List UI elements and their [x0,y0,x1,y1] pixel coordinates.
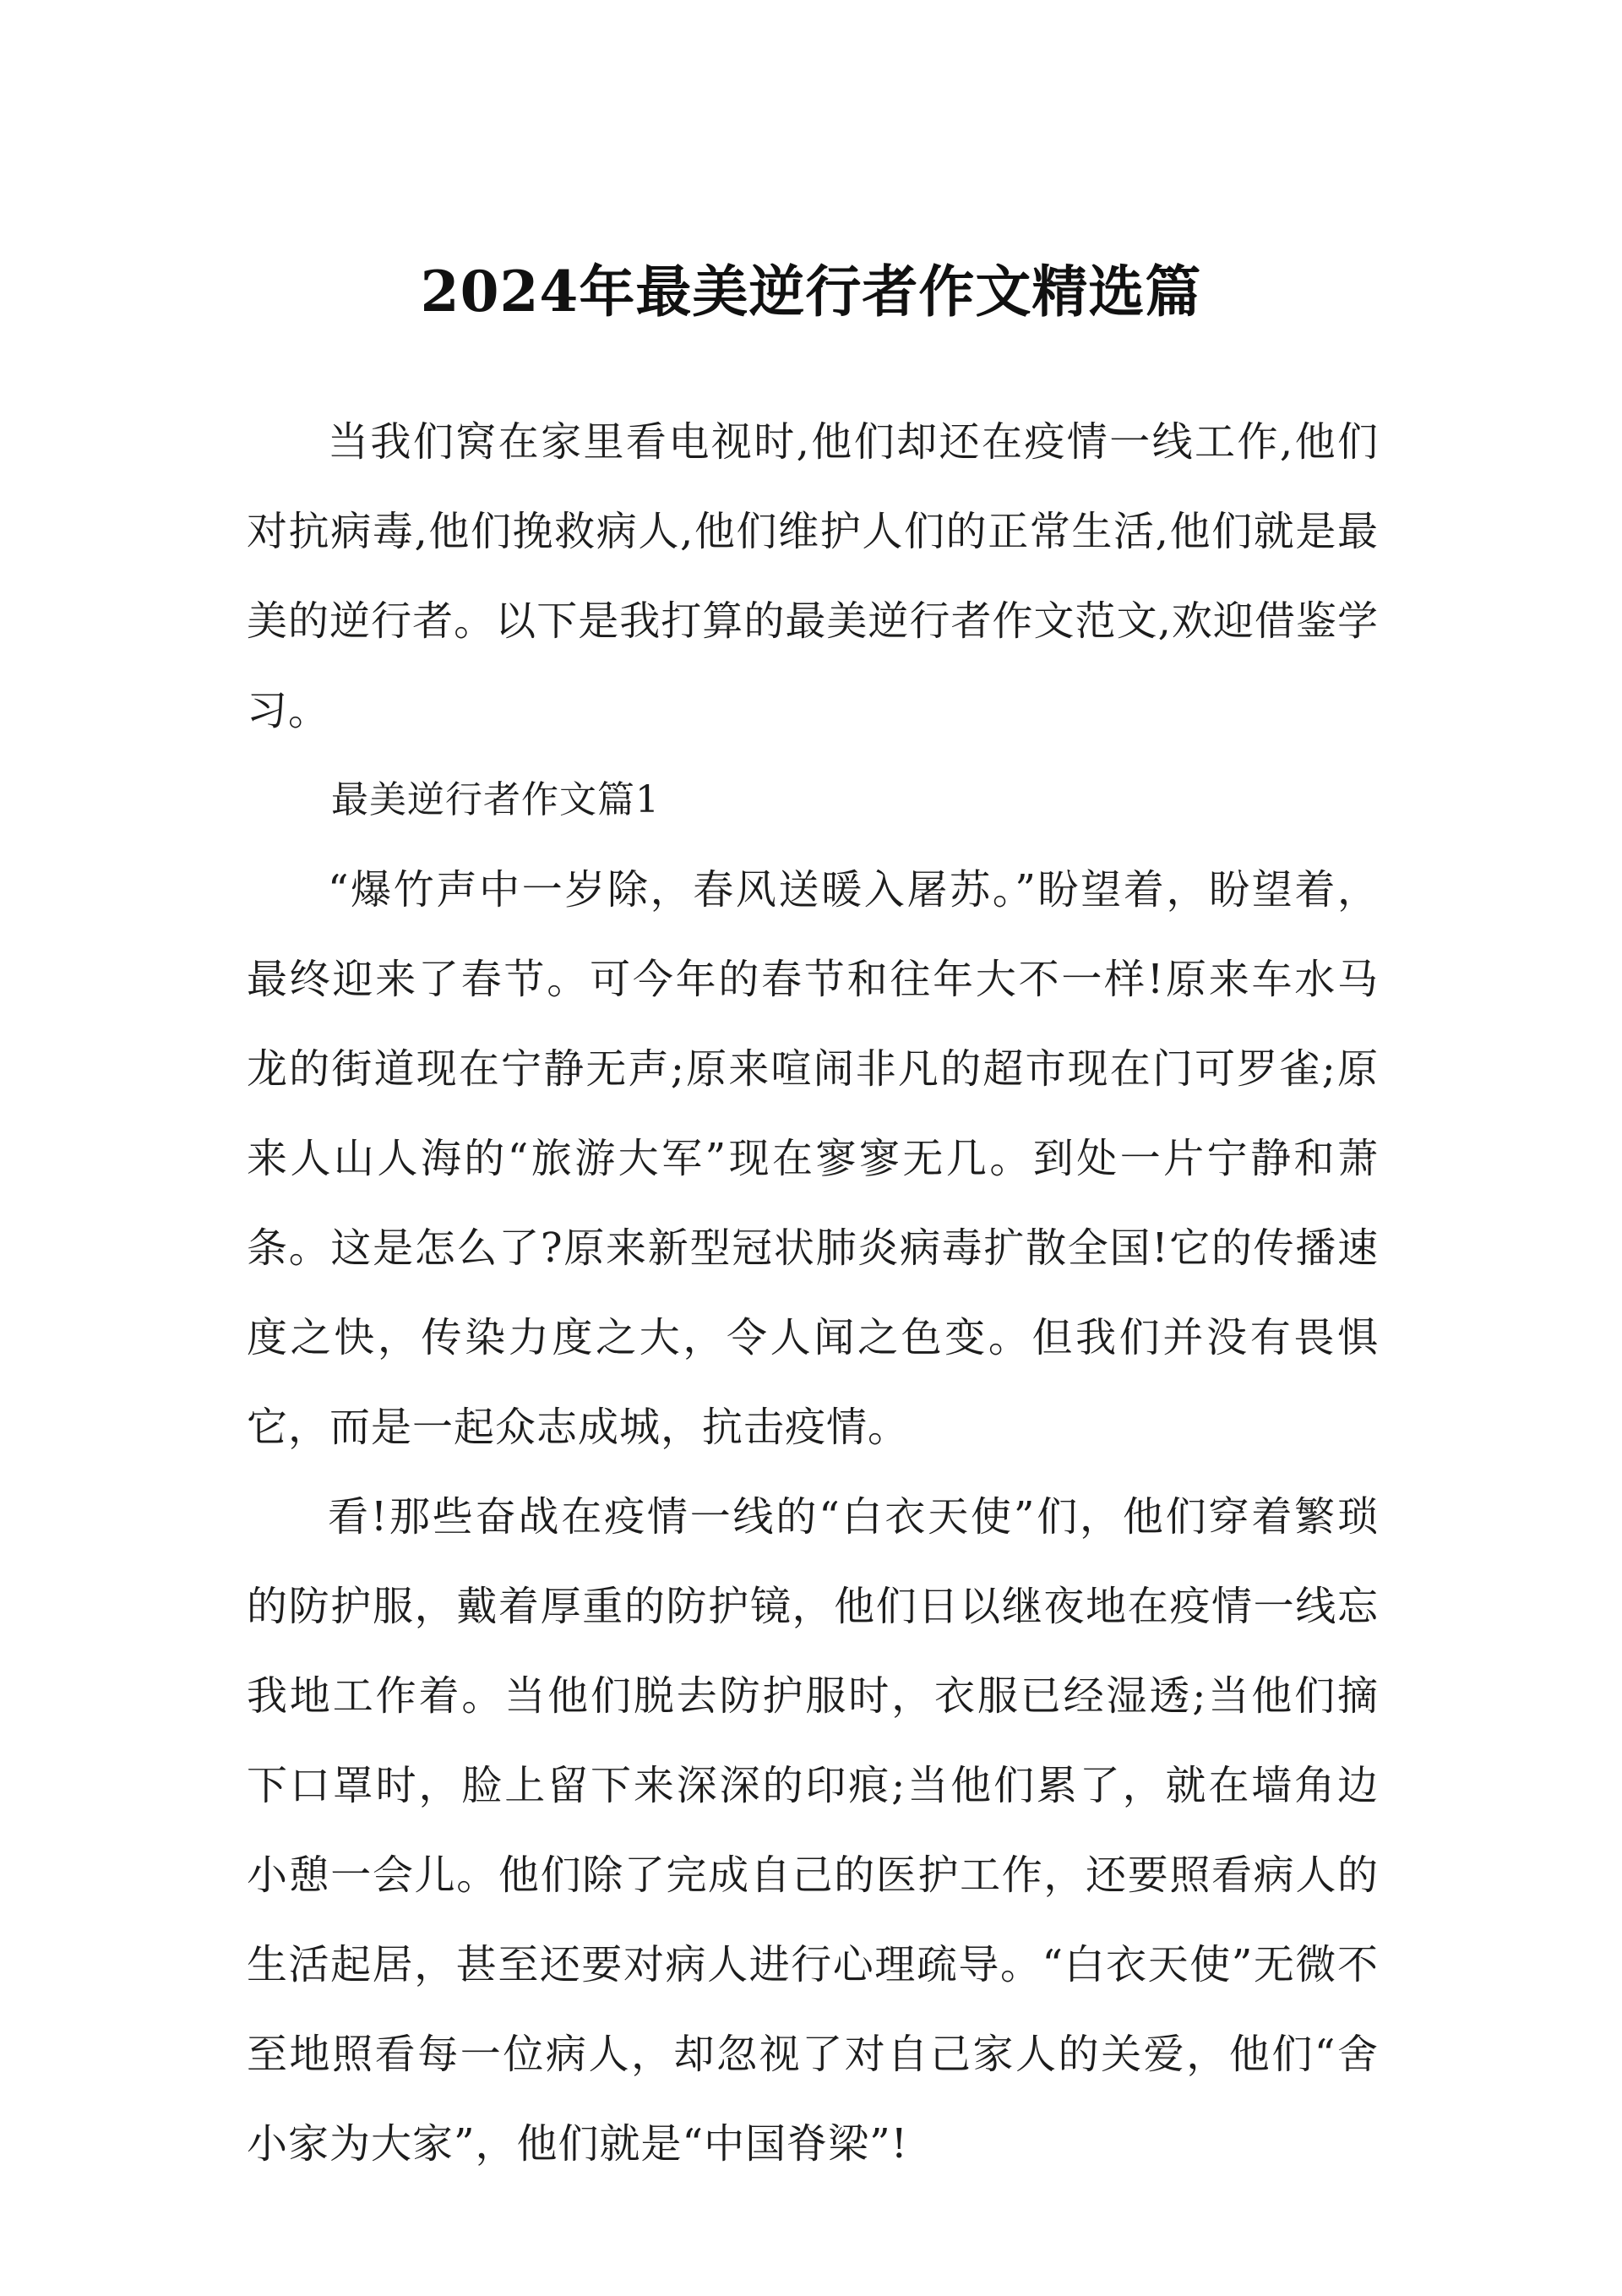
section-heading: 最美逆行者作文篇1 [331,778,660,821]
intro-paragraph: 当我们窝在家里看电视时,他们却还在疫情一线工作,他们对抗病毒,他们挽救病人,他们维护人们的正常生活,他们就是最美的逆行者。以下是我打算的最美逆行者作文范文,欢迎借鉴学习。 [247,418,1379,734]
document-title: 2024年最美逆行者作文精选篇 [420,259,1202,324]
body-paragraph-2: 看!那些奋战在疫情一线的“白衣天使”们，他们穿着繁琐的防护服，戴着厚重的防护镜，他们日以继夜地在疫情一线忘我地工作着。当他们脱去防护服时，衣服已经湿透;当他们摘下口罩时，脸上留下来深深的印痕;当他们累了，就在墙角边小憩一会儿。他们除了完成自己的医护工作，还要照看病人的生活起居，甚至还要对病人进行心理疏导。“白衣天使”无微不至地照看每一位病人，却忽视了对自己家人的关爱，他们“舍小家为大家”，他们就是“中国脊梁”! [247,1493,1379,2168]
body-paragraph-1: “爆竹声中一岁除，春风送暖入屠苏。”盼望着，盼望着，最终迎来了春节。可今年的春节和往年大不一样!原来车水马龙的街道现在宁静无声;原来喧闹非凡的超市现在门可罗雀;原来人山人海的“旅游大军”现在寥寥无几。到处一片宁静和萧条。这是怎么了?原来新型冠状肺炎病毒扩散全国!它的传播速度之快，传染力度之大，令人闻之色变。但我们并没有畏惧它，而是一起众志成城，抗击疫情。 [247,866,1379,1451]
document-body [247,397,1379,2189]
